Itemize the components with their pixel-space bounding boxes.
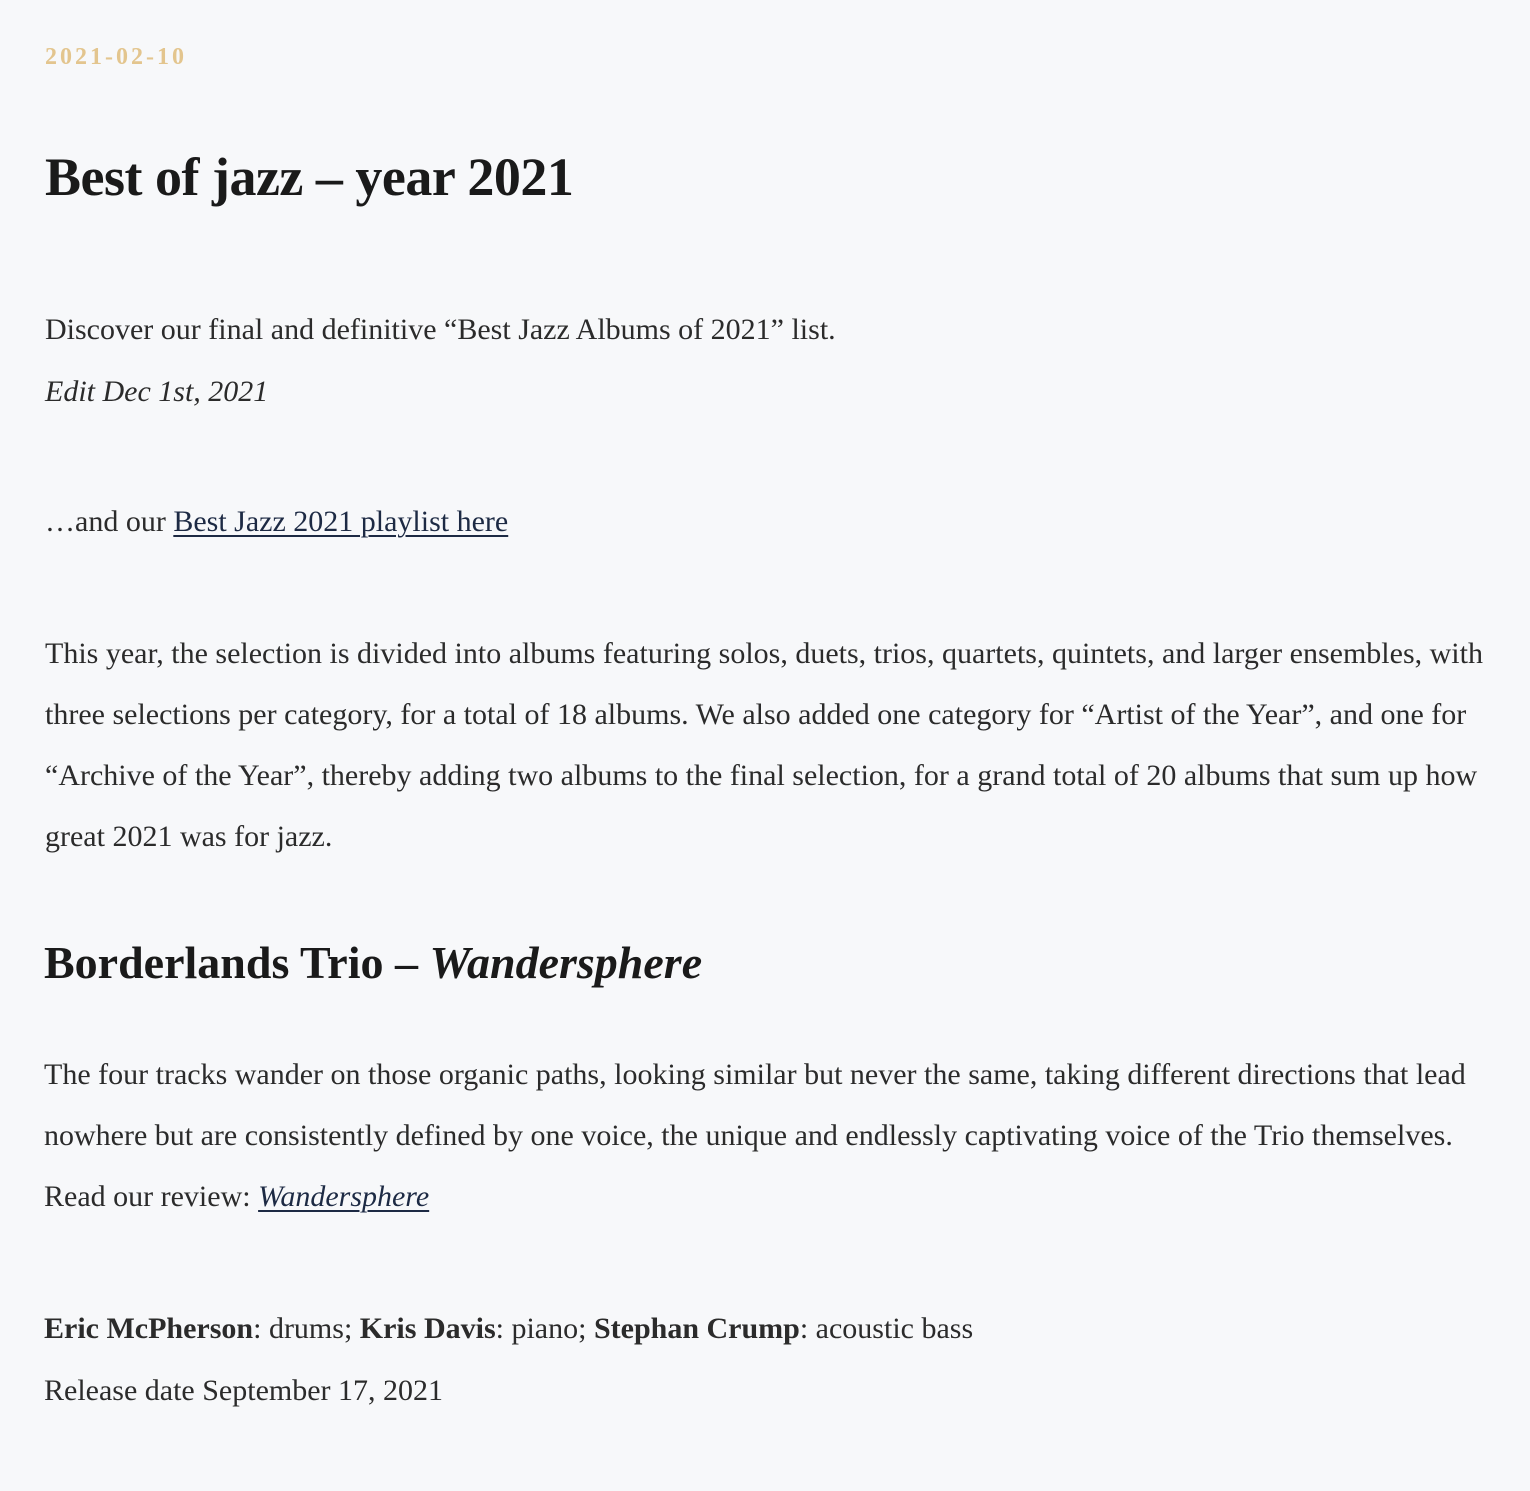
album-artist: Borderlands Trio xyxy=(44,937,384,988)
edit-note: Edit Dec 1st, 2021 xyxy=(45,375,269,408)
musician-name: Kris Davis xyxy=(359,1312,496,1345)
album-title: Wandersphere xyxy=(429,937,703,988)
album-heading xyxy=(44,936,702,989)
musician-role: : acoustic bass xyxy=(799,1312,974,1345)
musician-name: Eric McPherson xyxy=(44,1312,254,1345)
playlist-paragraph xyxy=(45,491,508,552)
musician-role: : drums; xyxy=(253,1312,360,1345)
playlist-link[interactable]: Best Jazz 2021 playlist here xyxy=(173,505,509,538)
album-review-paragraph xyxy=(44,1044,1484,1227)
intro-text: Discover our final and definitive “Best Jazz Albums of 2021” list. xyxy=(45,313,836,346)
album-review-link[interactable]: Wandersphere xyxy=(258,1180,430,1213)
album-lineup xyxy=(44,1298,973,1359)
intro-body-paragraph: This year, the selection is divided into albums featuring solos, duets, trios, quartets, quintets, and larger ensembles, with three selections per category, for a total of 18 albums. We also added one category for “Artist of the Year”, and one for “Archive of the Year”, thereby adding two albums to the final selection, for a grand total of 20 albums that sum up how great 2021 was for jazz. xyxy=(45,637,1483,853)
album-separator: – xyxy=(383,937,430,988)
playlist-prefix: …and our xyxy=(45,505,174,538)
musician-role: : piano; xyxy=(495,1312,594,1345)
page-title: Best of jazz – year 2021 xyxy=(45,147,574,207)
musician-name: Stephan Crump xyxy=(593,1312,800,1345)
post-date: 2021-02-10 xyxy=(45,44,187,70)
album-release-date: Release date September 17, 2021 xyxy=(44,1374,444,1407)
album-review-text: The four tracks wander on those organic paths, looking similar but never the same, taking different directions that lead nowhere but are consistently defined by one voice, the unique and endlessly captivating voice of the Trio themselves. Read our review: xyxy=(44,1058,1466,1213)
